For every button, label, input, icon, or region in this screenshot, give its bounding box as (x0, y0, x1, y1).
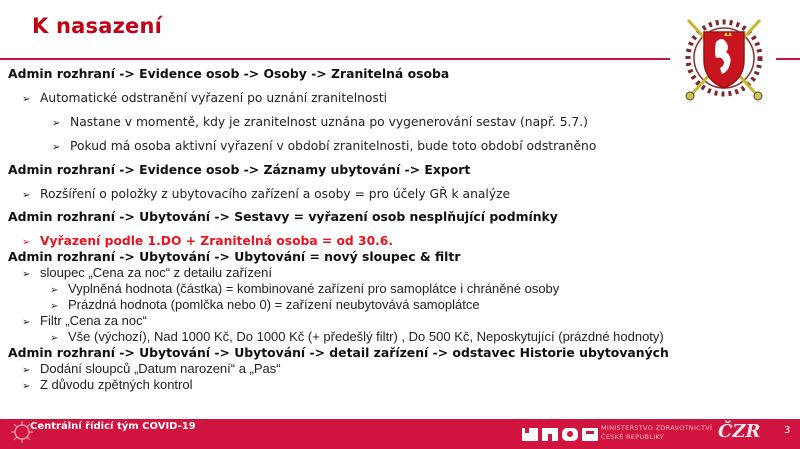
czr-logo: ČZR (718, 421, 761, 442)
arrowhead-bullet-icon: ➢ (22, 269, 31, 280)
arrowhead-bullet-icon: ➢ (50, 301, 59, 312)
bullet-item: ➢ Pokud má osoba aktivní vyřazení v období zranitelnosti, bude toto období odstraněno (52, 138, 596, 156)
arrowhead-bullet-icon: ➢ (22, 237, 31, 248)
heading-historie-ubytovanych: Admin rozhraní -> Ubytování -> Ubytování -> detail zařízení -> odstavec Historie ubytovaných (8, 345, 669, 360)
bullet-item: ➢ Z důvodu zpětných kontrol (22, 377, 192, 395)
bullet-item: ➢ Filtr „Cena za noc“ (22, 313, 147, 331)
heading-novy-sloupec: Admin rozhraní -> Ubytování -> Ubytování = nový sloupec & filtr (8, 249, 461, 264)
mzcr-logo-icon (522, 426, 598, 442)
arrowhead-bullet-icon: ➢ (50, 333, 59, 344)
bullet-item: ➢ Vyplněná hodnota (částka) = kombinované zařízení pro samoplátce i chráněné osoby (50, 281, 559, 299)
arrowhead-bullet-icon: ➢ (50, 285, 59, 296)
heading-sestavy: Admin rozhraní -> Ubytování -> Sestavy = vyřazení osob nesplňující podmínky (8, 209, 558, 224)
heading-export: Admin rozhraní -> Evidence osob -> Záznamy ubytování -> Export (8, 162, 471, 177)
czech-emblem-icon (678, 8, 770, 108)
bullet-item: ➢ Vše (výchozí), Nad 1000 Kč, Do 1000 Kč (+ předešlý filtr) , Do 500 Kč, Neposkytující (prázdné hodnoty) (50, 329, 664, 347)
bullet-item: ➢ Automatické odstranění vyřazení po uznání zranitelnosti (22, 90, 387, 108)
arrowhead-bullet-icon: ➢ (22, 365, 31, 376)
title-divider-right (776, 58, 800, 60)
bullet-item: ➢ sloupec „Cena za noc“ z detailu zařízení (22, 265, 272, 283)
bullet-item: ➢ Nastane v momentě, kdy je zranitelnost uznána po vygenerování sestav (např. 5.7.) (52, 114, 588, 132)
bullet-item: ➢ Dodání sloupců „Datum narození“ a „Pas“ (22, 361, 281, 379)
heading-zranitelna-osoba: Admin rozhraní -> Evidence osob -> Osoby -> Zranitelná osoba (8, 66, 450, 81)
footer-bar (0, 419, 800, 449)
highlight-bullet-item: ➢ Vyřazení podle 1.DO + Zranitelná osoba = od 30.6. (22, 233, 393, 251)
arrowhead-bullet-icon: ➢ (22, 190, 31, 201)
ministry-name: MINISTERSTVO ZDRAVOTNICTVÍ ČESKÉ REPUBLIKY (601, 424, 713, 441)
bullet-item: ➢ Prázdná hodnota (pomlčka nebo 0) = zařízení neubytovává samoplátce (50, 297, 480, 315)
slide-title: K nasazení (32, 14, 162, 38)
footer-team-name: Centrální řídicí tým COVID-19 (30, 421, 196, 432)
arrowhead-bullet-icon: ➢ (22, 94, 31, 105)
page-number: 3 (784, 425, 791, 436)
arrowhead-bullet-icon: ➢ (52, 142, 61, 153)
arrowhead-bullet-icon: ➢ (22, 381, 31, 392)
arrowhead-bullet-icon: ➢ (52, 118, 61, 129)
arrowhead-bullet-icon: ➢ (22, 317, 31, 328)
bullet-item: ➢ Rozšíření o položky z ubytovacího zařízení a osoby = pro účely GŘ k analýze (22, 186, 510, 204)
title-divider (0, 58, 670, 60)
